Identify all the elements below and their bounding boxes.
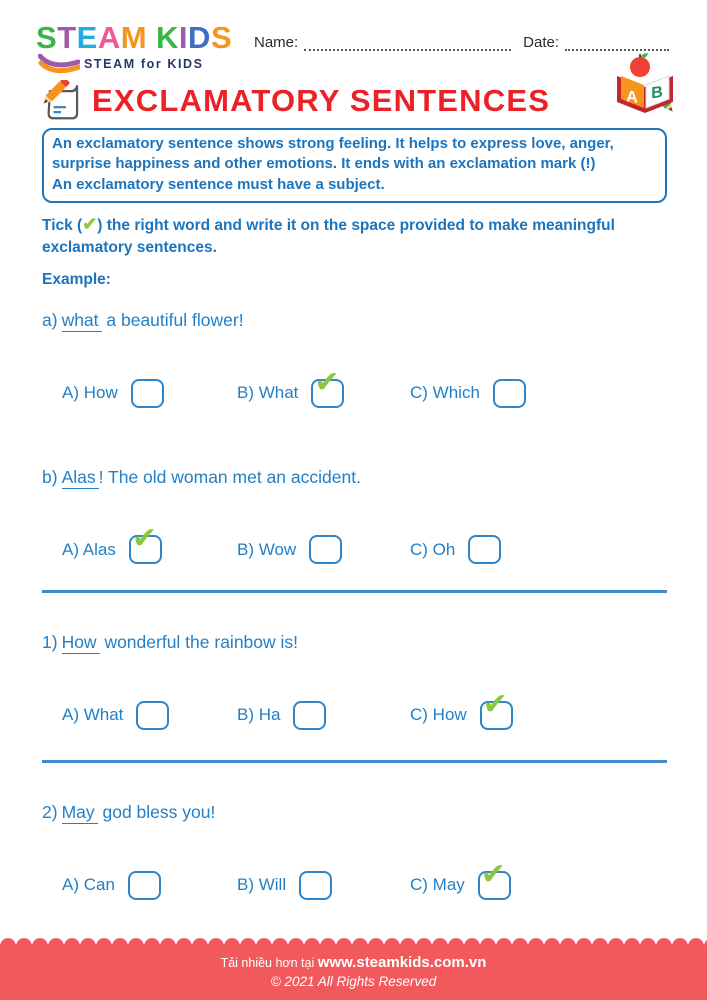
question-number: 2) [42, 801, 58, 822]
name-field [254, 34, 511, 51]
question-number: a) [42, 310, 58, 331]
checkbox[interactable] [309, 535, 342, 564]
answer-word: what [62, 310, 102, 332]
logo-letter: S [210, 20, 233, 55]
question-b [0, 466, 707, 565]
option-label: B) Ha [237, 705, 281, 725]
section-divider [42, 760, 667, 763]
option-label: C) How [410, 705, 467, 725]
option-a [62, 379, 237, 408]
question-sentence [42, 309, 707, 333]
question-a [0, 309, 707, 408]
option-label: C) Which [410, 383, 480, 403]
checkmark-icon: ✔ [131, 521, 157, 557]
logo-letter: A [97, 20, 121, 55]
logo-letter: M [120, 20, 148, 55]
logo-letter: S [36, 20, 58, 55]
question-sentence [42, 801, 707, 825]
name-date-row [254, 34, 669, 51]
logo-wordmark [36, 22, 254, 53]
option-c [410, 856, 511, 900]
definition-line: surprise happiness and other emotions. It ends with an exclamation mark (!) [52, 155, 596, 173]
checkmark-icon: ✔ [314, 364, 340, 400]
option-b [237, 364, 410, 408]
option-label: B) Will [237, 875, 287, 895]
logo-tagline: STEAM for KIDS [84, 57, 204, 71]
options-row [62, 364, 707, 408]
checkbox[interactable] [311, 364, 344, 408]
checkbox[interactable] [299, 871, 332, 900]
checkbox[interactable] [493, 379, 526, 408]
option-a [62, 701, 237, 730]
footer [0, 945, 707, 1000]
question-2 [0, 801, 707, 900]
instructions-before-check: Tick ( [42, 217, 83, 235]
name-label: Name: [254, 34, 299, 51]
footer-more-line [0, 945, 707, 971]
option-label: A) What [62, 705, 124, 725]
answer-word: May [62, 802, 98, 824]
footer-website-link[interactable]: www.steamkids.com.vn [317, 954, 487, 971]
footer-copyright: © 2021 All Rights Reserved [270, 974, 437, 989]
option-label: A) Can [62, 875, 115, 895]
logo-letter: I [178, 20, 189, 55]
abc-book-icon [611, 52, 679, 118]
instructions-after-check: ) the right word and write it on the space provided to make meaningful exclamatory sentences. [42, 217, 615, 257]
logo-letter: K [156, 20, 179, 55]
checkbox[interactable] [478, 856, 511, 900]
option-label: C) Oh [410, 539, 456, 559]
checkbox[interactable] [468, 535, 501, 564]
option-label: C) May [410, 875, 465, 895]
checkmark-icon: ✔ [82, 214, 98, 235]
title-row [40, 80, 671, 122]
option-b [237, 535, 410, 564]
date-field [523, 34, 669, 51]
steam-kids-logo [36, 22, 254, 74]
footer-more-text: Tải nhiều hơn tại [220, 956, 318, 970]
definition-box [42, 128, 667, 203]
date-input-line[interactable] [565, 34, 669, 51]
header [0, 0, 707, 74]
option-b [237, 701, 410, 730]
sentence-rest: god bless you! [97, 801, 216, 822]
option-a [62, 871, 237, 900]
checkbox[interactable] [128, 871, 161, 900]
date-label: Date: [523, 34, 559, 51]
option-label: B) What [237, 383, 299, 403]
checkmark-icon: ✔ [482, 686, 508, 722]
option-c [410, 535, 501, 564]
section-divider [42, 590, 667, 593]
logo-letter: E [76, 20, 98, 55]
definition-line: An exclamatory sentence must have a subject. [52, 175, 385, 193]
logo-swoosh-icon [38, 54, 80, 74]
sentence-rest: ! The old woman met an accident. [98, 466, 361, 487]
answer-word: Alas [62, 467, 99, 489]
svg-text:A: A [626, 87, 638, 107]
question-1 [0, 631, 707, 730]
question-sentence [42, 631, 707, 655]
option-label: A) Alas [62, 539, 116, 559]
checkbox[interactable] [129, 521, 162, 564]
options-row [62, 686, 707, 730]
definition-line: An exclamatory sentence shows strong feeling. It helps to express love, anger, [52, 135, 614, 152]
question-number: b) [42, 466, 58, 487]
pencil-paper-icon [40, 80, 82, 122]
logo-subtitle [36, 54, 254, 74]
sentence-rest: a beautiful flower! [101, 310, 244, 331]
options-row [62, 856, 707, 900]
page-title: EXCLAMATORY SENTENCES [92, 83, 551, 119]
option-label: B) Wow [237, 539, 297, 559]
svg-text:B: B [651, 82, 663, 103]
logo-letter: D [188, 20, 211, 55]
instructions [42, 212, 638, 259]
question-number: 1) [42, 632, 58, 653]
option-label: A) How [62, 383, 118, 403]
option-c [410, 686, 513, 730]
sentence-rest: wonderful the rainbow is! [99, 632, 299, 653]
option-a [62, 521, 237, 564]
checkbox[interactable] [131, 379, 164, 408]
checkbox[interactable] [136, 701, 169, 730]
checkmark-icon: ✔ [480, 856, 506, 892]
example-label: Example: [42, 271, 111, 289]
option-c [410, 379, 526, 408]
name-input-line[interactable] [304, 34, 511, 51]
checkbox[interactable] [480, 686, 513, 730]
question-sentence [42, 466, 707, 490]
option-b [237, 871, 410, 900]
checkbox[interactable] [293, 701, 326, 730]
logo-letter: T [57, 20, 77, 55]
answer-word: How [62, 632, 100, 654]
options-row [62, 521, 707, 564]
